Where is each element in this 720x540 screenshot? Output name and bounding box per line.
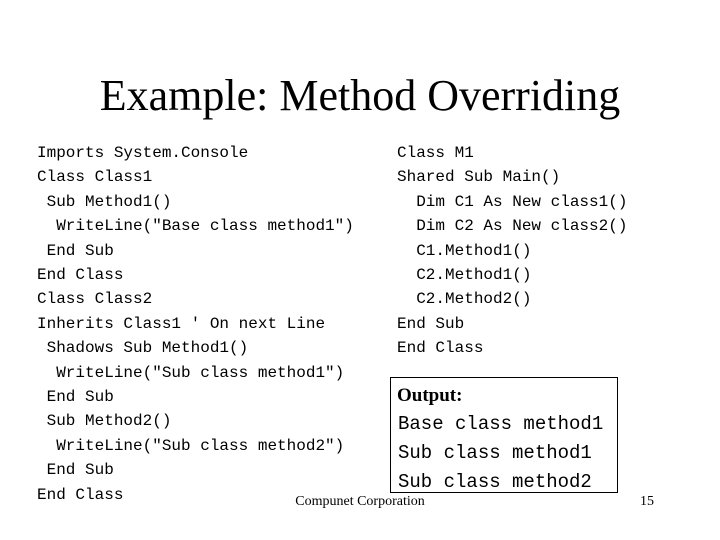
class-definitions-code: Imports System.Console Class Class1 Sub Method1() WriteLine("Base class method1") End Sub End Class Class Class2 Inherits Class1 ' On next Line Shadows Sub Method1() WriteLine("Sub class method1") End Sub Sub Method2() WriteLine("Sub class method2") End Sub End Class xyxy=(37,144,354,504)
slide-title: Example: Method Overriding xyxy=(99,71,621,120)
footer-company: Compunet Corporation xyxy=(295,494,425,509)
output-lines: Base class method1 Sub class method1 Sub class method2 xyxy=(398,413,604,493)
output-label: Output: xyxy=(397,385,463,406)
main-module-code: Class M1 Shared Sub Main() Dim C1 As New class1() Dim C2 As New class2() C1.Method1() C2.Method1() C2.Method2() End Sub End Class xyxy=(397,144,628,358)
page-number: 15 xyxy=(640,494,654,509)
